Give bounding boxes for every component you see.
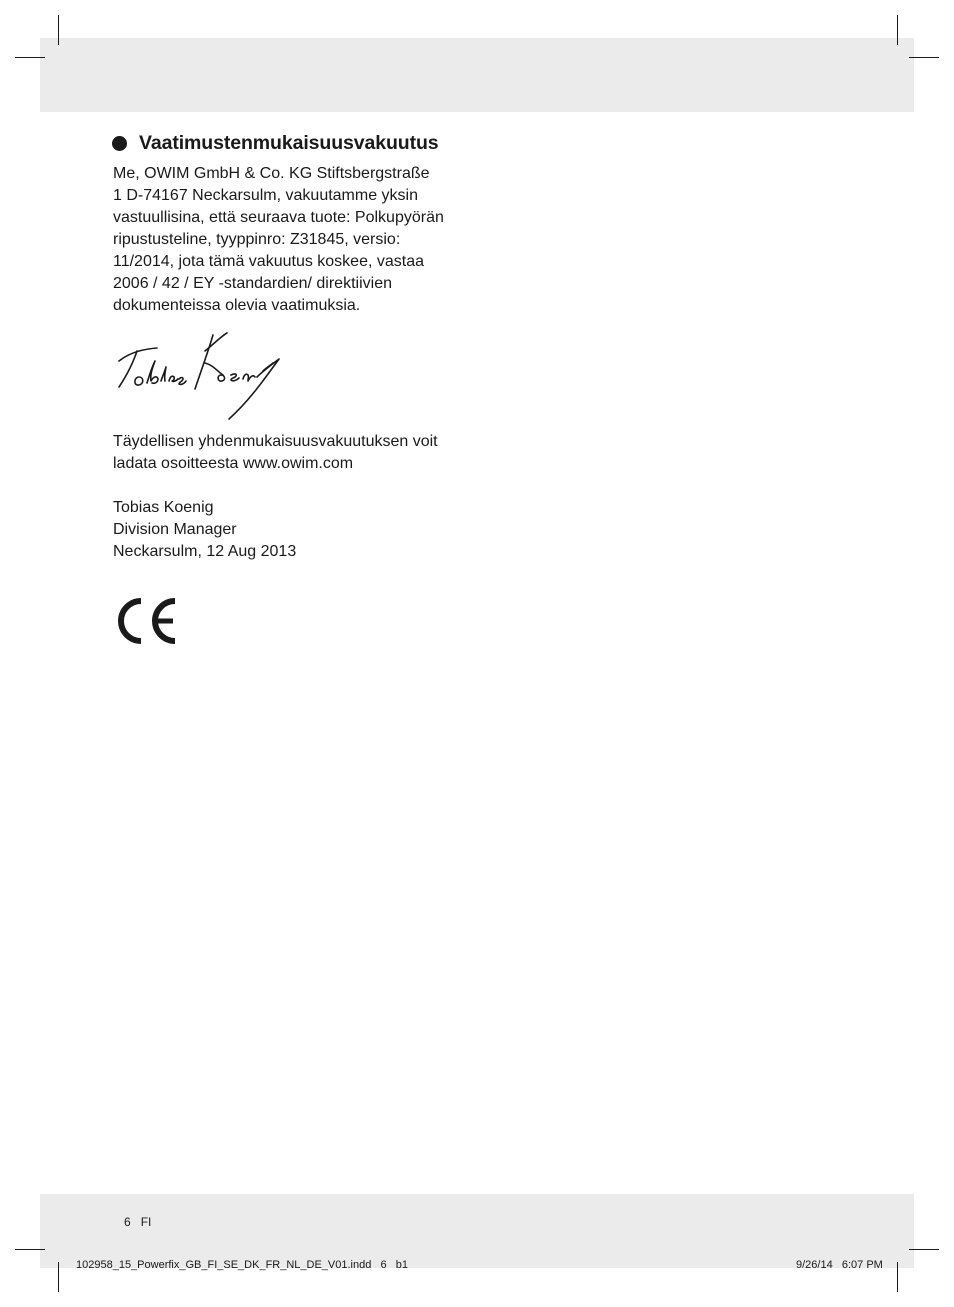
crop-mark: [58, 1262, 59, 1292]
crop-mark: [897, 15, 898, 45]
paragraph-line: 1 D-74167 Neckarsulm, vakuutamme yksin: [113, 187, 419, 204]
page-number: 6: [124, 1215, 131, 1229]
crop-mark: [897, 1262, 898, 1292]
download-info: [113, 431, 473, 475]
crop-mark: [58, 15, 59, 45]
crop-mark: [15, 57, 45, 58]
signatory-name: Tobias Koenig: [113, 499, 214, 516]
paragraph-line: 11/2014, jota tämä vakuutus koskee, vastaa: [113, 253, 425, 270]
signature-image: [113, 331, 293, 423]
language-code: FI: [140, 1215, 152, 1229]
declaration-paragraph: [113, 163, 473, 317]
section-title: Vaatimustenmukaisuusvakuutus: [139, 132, 439, 154]
paragraph-line: ripustusteline, tyyppinro: Z31845, versio:: [113, 231, 401, 248]
signatory-role: Division Manager: [113, 521, 237, 538]
crop-mark: [909, 57, 939, 58]
header-band: [40, 38, 914, 112]
signatory-place-date: Neckarsulm, 12 Aug 2013: [113, 543, 297, 560]
section-heading: [112, 132, 473, 155]
download-line: Täydellisen yhdenmukaisuusvakuutuksen voit: [113, 433, 438, 450]
signatory-block: [113, 497, 473, 563]
page-footer: [124, 1215, 151, 1229]
download-line: ladata osoitteesta www.owim.com: [113, 455, 354, 472]
paragraph-line: vastuullisina, että seuraava tuote: Polkupyörän: [113, 209, 444, 226]
paragraph-line: dokumenteissa olevia vaatimuksia.: [113, 297, 361, 314]
crop-mark: [909, 1249, 939, 1250]
paragraph-line: 2006 / 42 / EY -standardien/ direktiivien: [113, 275, 392, 292]
bullet-icon: [112, 136, 127, 151]
declaration-section: [113, 132, 473, 563]
crop-mark: [15, 1249, 45, 1250]
footer-band: [40, 1194, 914, 1268]
file-info: 102958_15_Powerfix_GB_FI_SE_DK_FR_NL_DE_V01.indd 6 b1: [76, 1259, 409, 1271]
timestamp: 9/26/14 6:07 PM: [796, 1259, 883, 1271]
paragraph-line: Me, OWIM GmbH & Co. KG Stiftsbergstraße: [113, 165, 430, 182]
ce-mark-icon: [113, 597, 179, 645]
